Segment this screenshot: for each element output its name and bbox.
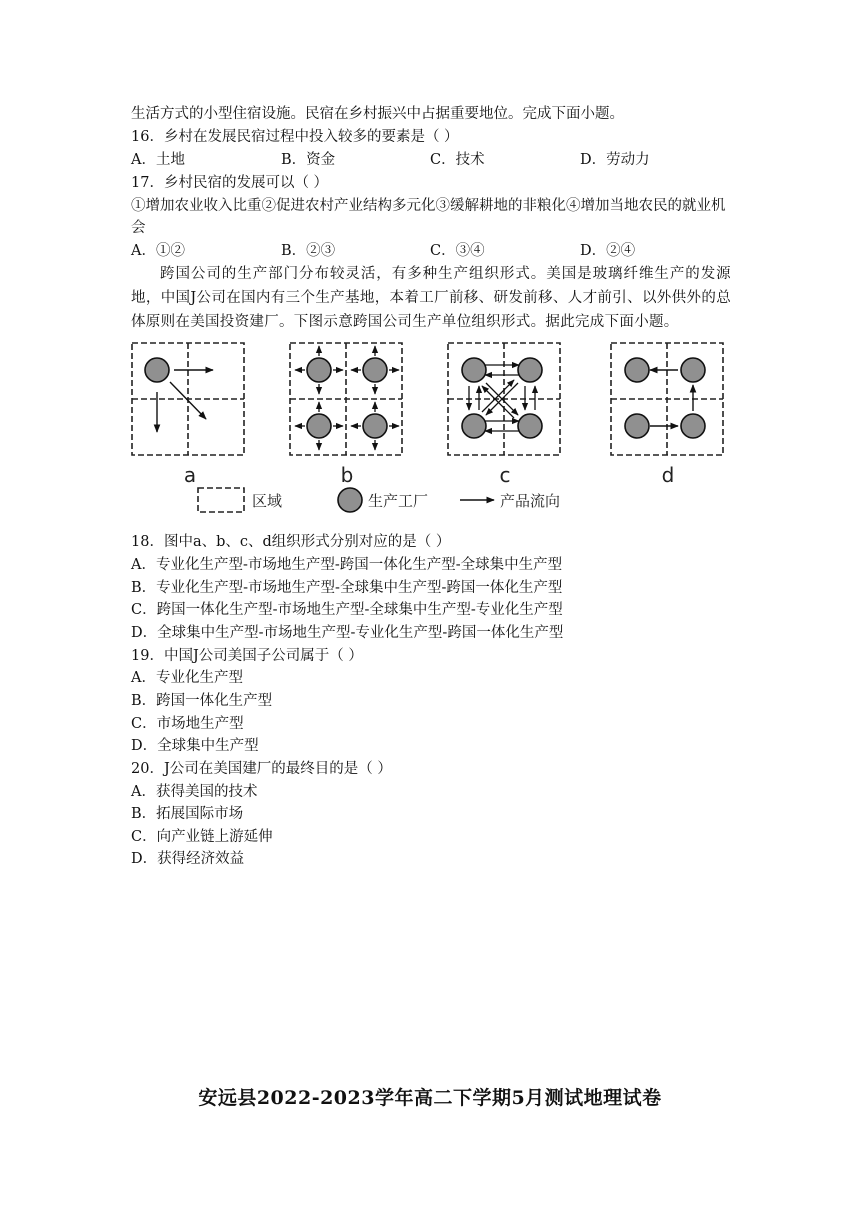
q17-option-c[interactable]: C．③④ [430, 243, 485, 259]
panel-label-b: b [340, 463, 354, 487]
panel-label-c: c [499, 463, 511, 487]
factory-icon [681, 414, 705, 438]
panel-a [132, 343, 244, 487]
factory-icon [462, 358, 486, 382]
panel-b [290, 343, 402, 487]
panel-label-d: d [661, 463, 675, 487]
exam-title: 安远县2022-2023学年高二下学期5月测试地理试卷 [198, 1087, 662, 1109]
q18-option-b[interactable]: B．专业化生产型-市场地生产型-全球集中生产型-跨国一体化生产型 [131, 580, 563, 596]
q20-option-d[interactable]: D．获得经济效益 [131, 851, 245, 867]
factory-icon [145, 358, 169, 382]
q16-option-a[interactable]: A．土地 [131, 152, 185, 168]
factory-icon [307, 414, 331, 438]
q16-option-b[interactable]: B．资金 [281, 152, 336, 168]
q16-option-c[interactable]: C．技术 [430, 152, 485, 168]
q18-option-c[interactable]: C．跨国一体化生产型-市场地生产型-全球集中生产型-专业化生产型 [131, 602, 563, 618]
factory-icon [307, 358, 331, 382]
panel-c [448, 343, 560, 487]
factory-icon [518, 414, 542, 438]
factory-icon [681, 358, 705, 382]
factory-icon [625, 358, 649, 382]
q17-statements: ①增加农业收入比重②促进农村产业结构多元化③缓解耕地的非粮化④增加当地农民的就业机会 [131, 198, 726, 236]
q18-stem: 18．图中a、b、c、d组织形式分别对应的是（ ） [131, 534, 451, 550]
q18-option-a[interactable]: A．专业化生产型-市场地生产型-跨国一体化生产型-全球集中生产型 [131, 557, 563, 573]
q17-stem: 17．乡村民宿的发展可以（ ） [131, 175, 329, 191]
panel-label-a: a [183, 463, 197, 487]
q19-option-d[interactable]: D．全球集中生产型 [131, 738, 259, 754]
factory-icon [518, 358, 542, 382]
factory-icon [363, 414, 387, 438]
legend [198, 488, 560, 512]
legend-region-label: 区域 [252, 492, 283, 510]
q20-option-b[interactable]: B．拓展国际市场 [131, 806, 244, 822]
factory-icon [462, 414, 486, 438]
factory-icon [625, 414, 649, 438]
q16-stem: 16．乡村在发展民宿过程中投入较多的要素是（ ） [131, 129, 459, 145]
legend-factory-label: 生产工厂 [368, 492, 429, 510]
legend-flow-label: 产品流向 [500, 492, 561, 510]
legend-factory-icon [338, 488, 362, 512]
q20-stem: 20．J公司在美国建厂的最终目的是（ ） [131, 761, 392, 777]
q19-option-a[interactable]: A．专业化生产型 [131, 670, 243, 686]
q19-option-b[interactable]: B．跨国一体化生产型 [131, 693, 273, 709]
q17-option-d[interactable]: D．②④ [580, 243, 636, 259]
q18-option-d[interactable]: D．全球集中生产型-市场地生产型-专业化生产型-跨国一体化生产型 [131, 625, 564, 641]
q17-option-b[interactable]: B．②③ [281, 243, 336, 259]
organization-figure [128, 338, 728, 518]
factory-icon [363, 358, 387, 382]
q20-option-a[interactable]: A．获得美国的技术 [131, 784, 258, 800]
q19-stem: 19．中国J公司美国子公司属于（ ） [131, 648, 363, 664]
passage: 跨国公司的生产部门分布较灵活，有多种生产组织形式。美国是玻璃纤维生产的发源地，中国J公司在国内有三个生产基地，本着工厂前移、研发前移、人才前引、以外供外的总体原则在美国投资建厂。下图示意跨国公司生产单位组织形式。据此完成下面小题。 [131, 266, 731, 330]
legend-region-icon [198, 488, 244, 512]
q19-option-c[interactable]: C．市场地生产型 [131, 716, 244, 732]
q17-option-a[interactable]: A．①② [131, 243, 185, 259]
q16-option-d[interactable]: D．劳动力 [580, 152, 650, 168]
q20-option-c[interactable]: C．向产业链上游延伸 [131, 829, 273, 845]
panel-d [611, 343, 723, 487]
intro-tail: 生活方式的小型住宿设施。民宿在乡村振兴中占据重要地位。完成下面小题。 [131, 106, 624, 122]
